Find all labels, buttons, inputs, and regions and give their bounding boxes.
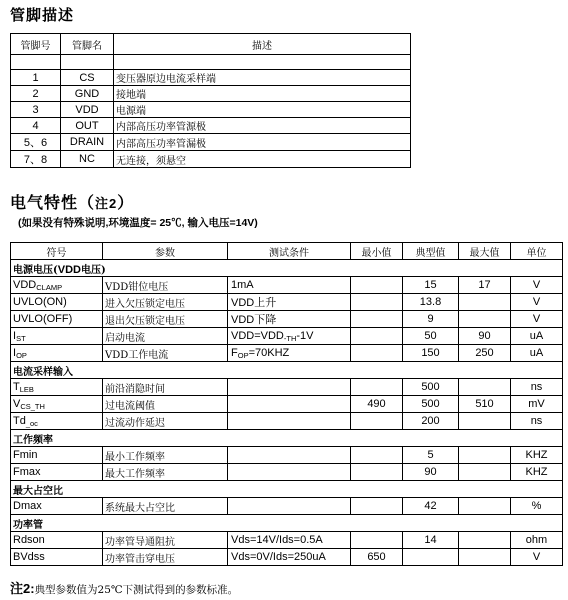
- typ-value: 90: [403, 464, 459, 481]
- symbol: BVdss: [13, 550, 45, 563]
- max-value: [459, 447, 511, 464]
- min-value: [351, 311, 403, 328]
- param-row: [11, 447, 563, 464]
- elec-title-close: ）: [117, 193, 135, 212]
- group-title: [11, 481, 563, 498]
- unit: V: [511, 311, 563, 328]
- pin-table-blank-row: [11, 55, 411, 70]
- param-row: [11, 464, 563, 481]
- param-row: [11, 396, 563, 413]
- param-row: [11, 294, 563, 311]
- parameter: 过电流阈值: [103, 396, 228, 413]
- pin-name: DRAIN: [61, 134, 114, 151]
- elec-table-header: [11, 243, 563, 260]
- pin-row: [11, 102, 411, 118]
- symbol: VDD: [13, 278, 37, 291]
- unit: V: [511, 549, 563, 566]
- param-row: [11, 277, 563, 294]
- pin-description: 接地端: [114, 86, 411, 102]
- pin-row: [11, 86, 411, 102]
- pin-number: 7、8: [11, 151, 61, 168]
- min-value: [351, 379, 403, 396]
- condition-main: 1mA: [231, 278, 254, 291]
- test-condition: [228, 549, 351, 566]
- group-title-cn2: 电压): [80, 264, 106, 276]
- unit: mV: [511, 396, 563, 413]
- symbol-subscript: ST: [16, 333, 26, 343]
- unit: KHZ: [511, 464, 563, 481]
- group-title-cn: 电流采样输入: [13, 366, 73, 378]
- typ-value: 15: [403, 277, 459, 294]
- typ-value: [403, 549, 459, 566]
- elec-header-min: 最小值: [351, 243, 403, 260]
- symbol: Td: [13, 414, 26, 427]
- symbol-subscript: _oc: [25, 418, 38, 428]
- symbol: UVLO(ON): [13, 295, 67, 308]
- test-condition: [228, 345, 351, 362]
- condition-main: VDD=VDD: [231, 329, 284, 342]
- pin-number: 5、6: [11, 134, 61, 151]
- parameter: 启动电流: [103, 328, 228, 345]
- pin-row: [11, 151, 411, 168]
- pin-header-desc: 描述: [114, 34, 411, 55]
- symbol-cell: [11, 396, 103, 413]
- test-condition: [228, 379, 351, 396]
- pin-number: 1: [11, 70, 61, 86]
- symbol-cell: [11, 379, 103, 396]
- condition-main: Vds=0V/Ids=250uA: [231, 550, 326, 563]
- pin-description: 电源端: [114, 102, 411, 118]
- symbol-cell: [11, 311, 103, 328]
- parameter: 功率管导通阻抗: [103, 532, 228, 549]
- group-row: [11, 481, 563, 498]
- pin-name: NC: [61, 151, 114, 168]
- condition-main: Vds=14V/Ids=0.5A: [231, 533, 323, 546]
- condition-main: VDD下降: [231, 314, 277, 326]
- parameter: 最大工作频率: [103, 464, 228, 481]
- elec-header-symbol: 符号: [11, 243, 103, 260]
- symbol: UVLO(OFF): [13, 312, 73, 325]
- group-row: [11, 430, 563, 447]
- group-row: [11, 362, 563, 379]
- elec-title-note: 注2: [95, 196, 118, 211]
- symbol-cell: [11, 413, 103, 430]
- symbol-subscript: CLAMP: [36, 282, 63, 292]
- param-row: [11, 345, 563, 362]
- symbol-cell: [11, 464, 103, 481]
- min-value: 490: [351, 396, 403, 413]
- parameter: VDD钳位电压: [103, 277, 228, 294]
- unit: V: [511, 277, 563, 294]
- elec-header-param: 参数: [103, 243, 228, 260]
- typ-value: 150: [403, 345, 459, 362]
- test-condition: [228, 532, 351, 549]
- group-title-cn: 功率管: [13, 519, 43, 531]
- test-condition: [228, 277, 351, 294]
- typ-value: 13.8: [403, 294, 459, 311]
- symbol-cell: [11, 532, 103, 549]
- param-row: [11, 498, 563, 515]
- group-title-en: VDD: [57, 263, 81, 276]
- pin-name: CS: [61, 70, 114, 86]
- pin-name: OUT: [61, 118, 114, 134]
- max-value: [459, 498, 511, 515]
- pin-section-title: 管脚描述: [10, 6, 75, 24]
- param-row: [11, 328, 563, 345]
- test-condition: [228, 328, 351, 345]
- parameter: 前沿消隐时间: [103, 379, 228, 396]
- min-value: [351, 498, 403, 515]
- min-value: [351, 277, 403, 294]
- unit: ohm: [511, 532, 563, 549]
- group-title-cn: 电源电压(: [13, 264, 58, 276]
- typ-value: 9: [403, 311, 459, 328]
- max-value: [459, 549, 511, 566]
- max-value: 250: [459, 345, 511, 362]
- min-value: [351, 447, 403, 464]
- unit: uA: [511, 345, 563, 362]
- min-value: [351, 464, 403, 481]
- typ-value: 5: [403, 447, 459, 464]
- group-title: [11, 430, 563, 447]
- pin-name: VDD: [61, 102, 114, 118]
- typ-value: 42: [403, 498, 459, 515]
- group-title-cn: 最大占空比: [13, 485, 63, 497]
- typ-value: 500: [403, 379, 459, 396]
- unit: ns: [511, 379, 563, 396]
- symbol: Rdson: [13, 533, 45, 546]
- pin-row: [11, 134, 411, 151]
- max-value: [459, 532, 511, 549]
- param-row: [11, 532, 563, 549]
- test-condition: [228, 311, 351, 328]
- symbol: I: [13, 346, 17, 359]
- max-value: [459, 413, 511, 430]
- parameter: 最小工作频率: [103, 447, 228, 464]
- min-value: [351, 413, 403, 430]
- test-condition: [228, 464, 351, 481]
- pin-row: [11, 118, 411, 134]
- group-row: [11, 260, 563, 277]
- elec-header-typ: 典型值: [403, 243, 459, 260]
- elec-header-max: 最大值: [459, 243, 511, 260]
- param-row: [11, 311, 563, 328]
- test-conditions: (如果没有特殊说明,环境温度= 25℃, 输入电压=14V): [18, 217, 258, 229]
- test-condition: [228, 498, 351, 515]
- parameter: 过流动作延迟: [103, 413, 228, 430]
- pin-description: 内部高压功率管源极: [114, 118, 411, 134]
- parameter: 进入欠压锁定电压: [103, 294, 228, 311]
- max-value: 510: [459, 396, 511, 413]
- symbol-cell: [11, 549, 103, 566]
- symbol-cell: [11, 447, 103, 464]
- min-value: [351, 532, 403, 549]
- elec-title-text: 电气特性（: [10, 193, 96, 212]
- group-title: [11, 362, 563, 379]
- typ-value: 200: [403, 413, 459, 430]
- min-value: [351, 345, 403, 362]
- pin-number: 3: [11, 102, 61, 118]
- min-value: 650: [351, 549, 403, 566]
- pin-header-num: 管脚号: [11, 34, 61, 55]
- footnote: [10, 578, 238, 597]
- group-row: [11, 515, 563, 532]
- typ-value: 50: [403, 328, 459, 345]
- pin-description: 无连接，须悬空: [114, 151, 411, 168]
- max-value: 17: [459, 277, 511, 294]
- symbol-cell: [11, 498, 103, 515]
- elec-header-unit: 单位: [511, 243, 563, 260]
- symbol-subscript: LEB: [19, 384, 34, 394]
- pin-description: 内部高压功率管漏极: [114, 134, 411, 151]
- symbol-cell: [11, 345, 103, 362]
- group-title-cn: 工作频率: [13, 434, 53, 446]
- condition-main: F: [231, 346, 238, 359]
- test-condition: [228, 396, 351, 413]
- unit: %: [511, 498, 563, 515]
- test-condition: [228, 413, 351, 430]
- footnote-text: 典型参数值为25℃下测试得到的参数标准。: [34, 584, 239, 596]
- symbol-subscript: OP: [16, 350, 27, 360]
- symbol: T: [13, 380, 20, 393]
- max-value: 90: [459, 328, 511, 345]
- unit: KHZ: [511, 447, 563, 464]
- parameter: 退出欠压锁定电压: [103, 311, 228, 328]
- pin-header-name: 管脚名: [61, 34, 114, 55]
- max-value: [459, 464, 511, 481]
- unit: ns: [511, 413, 563, 430]
- symbol: Fmax: [13, 465, 41, 478]
- symbol: Dmax: [13, 499, 42, 512]
- pin-description: 变压器原边电流采样端: [114, 70, 411, 86]
- test-condition: [228, 447, 351, 464]
- parameter: VDD工作电流: [103, 345, 228, 362]
- unit: uA: [511, 328, 563, 345]
- group-title: [11, 515, 563, 532]
- condition-main: VDD上升: [231, 297, 277, 309]
- min-value: [351, 328, 403, 345]
- pin-name: GND: [61, 86, 114, 102]
- symbol: I: [13, 329, 17, 342]
- symbol: V: [13, 397, 21, 410]
- condition-subscript: -TH: [283, 333, 297, 343]
- test-condition: [228, 294, 351, 311]
- unit: V: [511, 294, 563, 311]
- min-value: [351, 294, 403, 311]
- symbol-cell: [11, 277, 103, 294]
- max-value: [459, 311, 511, 328]
- parameter: 功率管击穿电压: [103, 549, 228, 566]
- parameter: 系统最大占空比: [103, 498, 228, 515]
- pin-table: [10, 33, 411, 168]
- symbol-cell: [11, 294, 103, 311]
- max-value: [459, 294, 511, 311]
- param-row: [11, 549, 563, 566]
- symbol: Fmin: [13, 448, 38, 461]
- condition-subscript: OP: [237, 350, 249, 360]
- param-row: [11, 413, 563, 430]
- elec-section-title: [10, 190, 134, 213]
- elec-table: [10, 242, 563, 566]
- condition-tail: -1V: [296, 329, 314, 342]
- symbol-subscript: CS_TH: [20, 401, 45, 411]
- pin-number: 4: [11, 118, 61, 134]
- group-title: [11, 260, 563, 277]
- condition-tail: =70KHZ: [248, 346, 290, 359]
- pin-table-header: [11, 34, 411, 55]
- footnote-label: 注2:: [10, 581, 35, 596]
- typ-value: 14: [403, 532, 459, 549]
- typ-value: 500: [403, 396, 459, 413]
- symbol-cell: [11, 328, 103, 345]
- max-value: [459, 379, 511, 396]
- param-row: [11, 379, 563, 396]
- pin-number: 2: [11, 86, 61, 102]
- elec-header-cond: 测试条件: [228, 243, 351, 260]
- pin-row: [11, 70, 411, 86]
